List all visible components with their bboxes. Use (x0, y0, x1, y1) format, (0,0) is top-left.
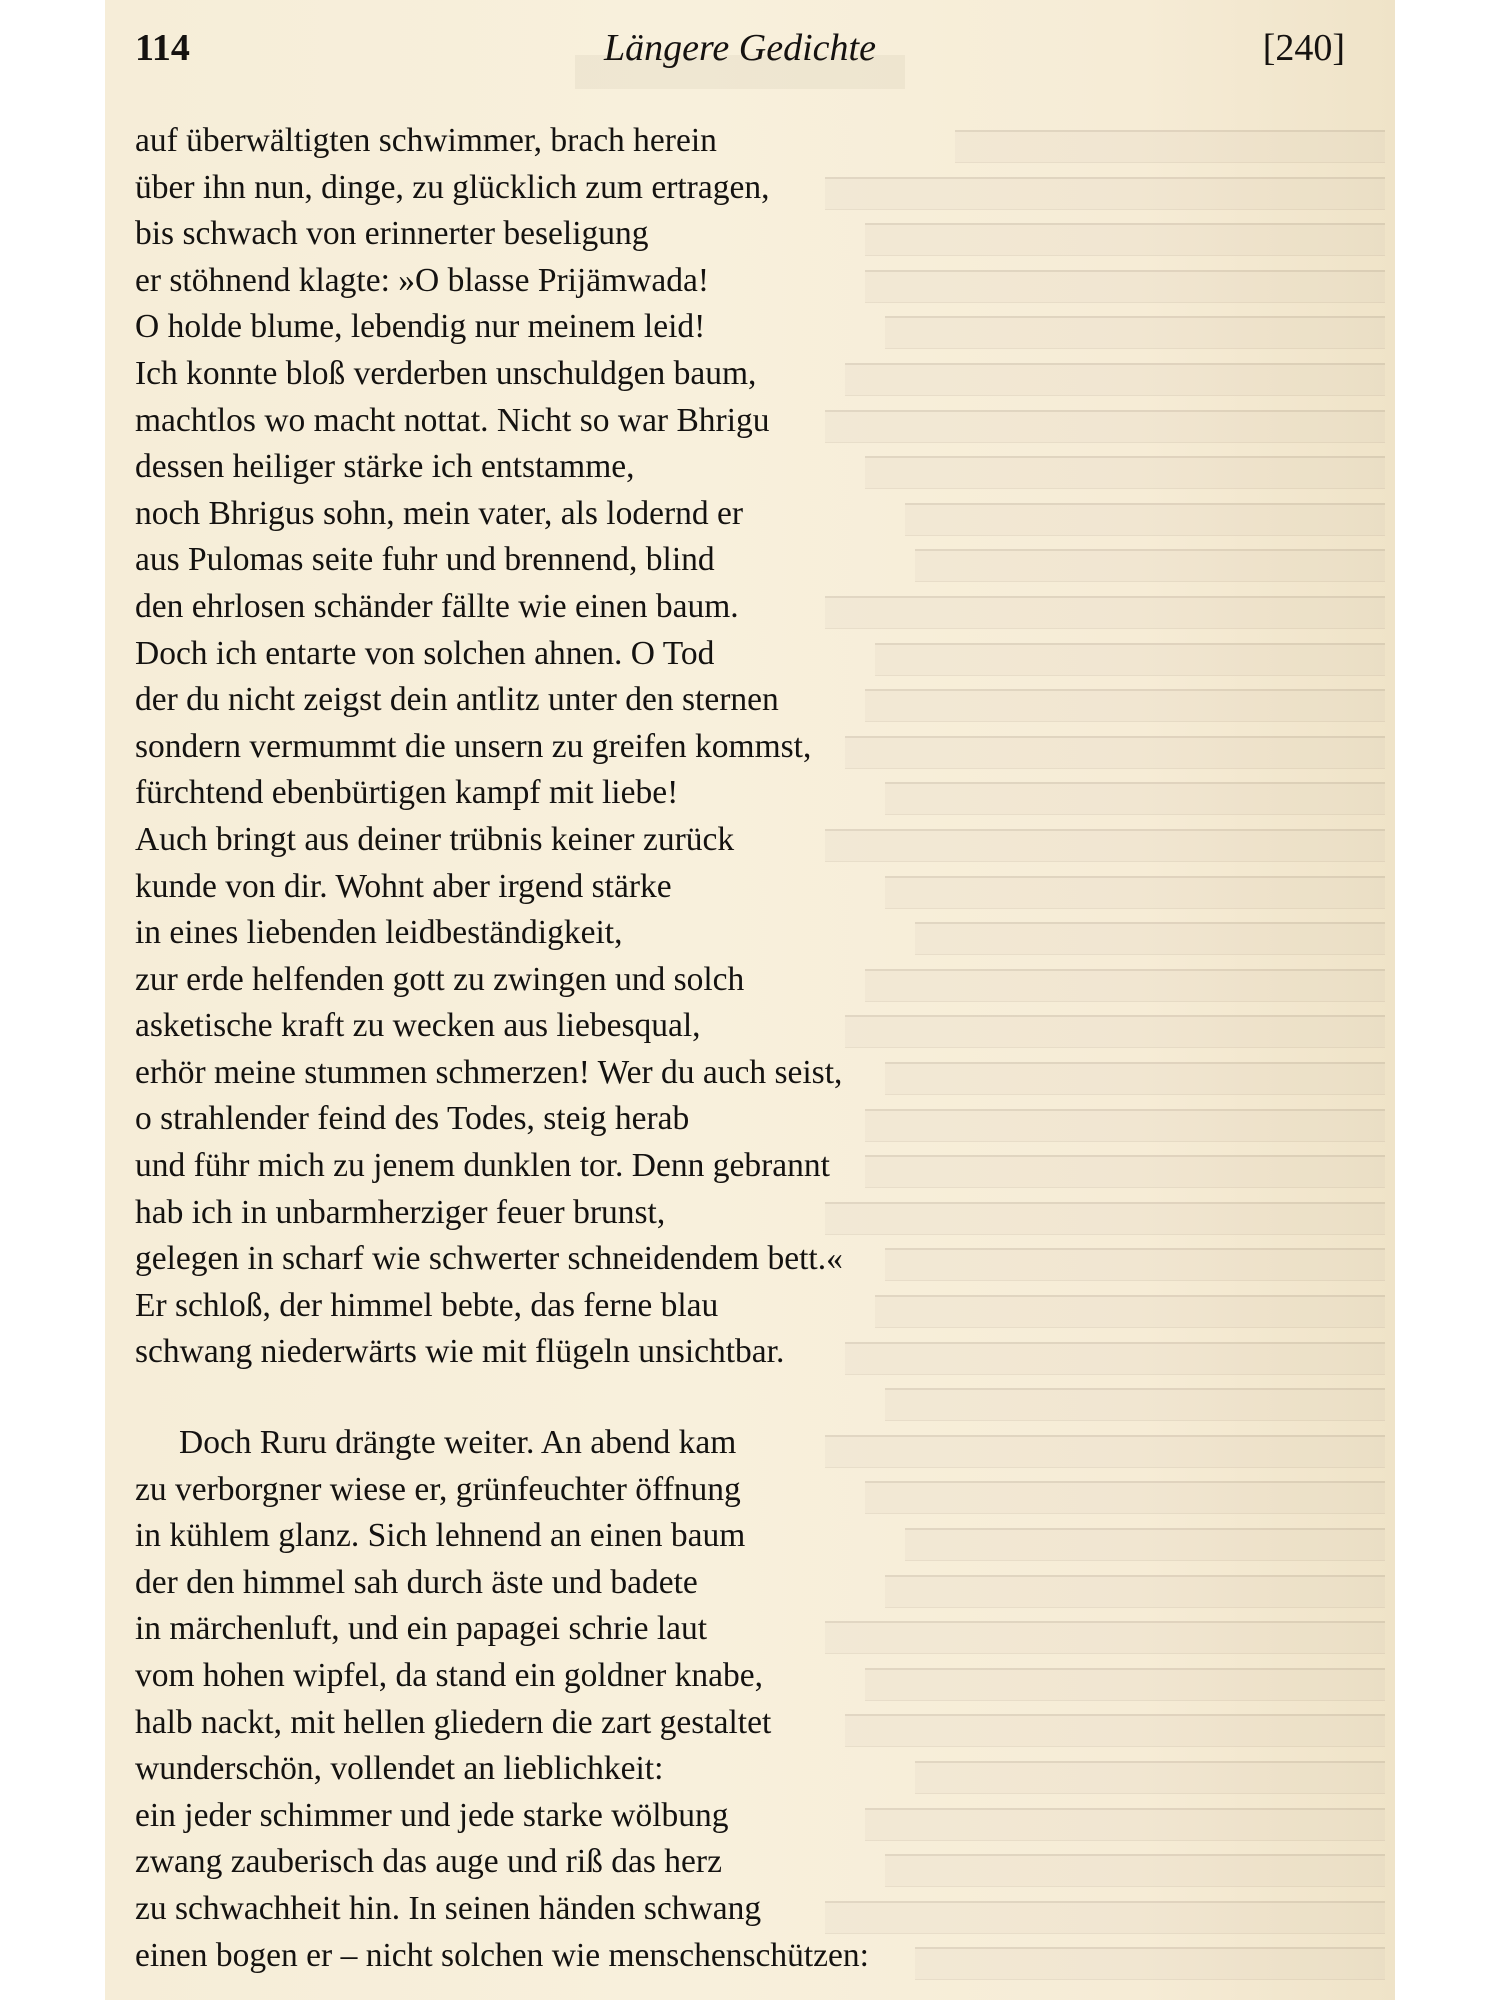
poem-line: zur erde helfenden gott zu zwingen und solch (135, 960, 745, 998)
poem-line: und führ mich zu jenem dunklen tor. Denn gebrannt (135, 1147, 830, 1185)
poem-line: fürchtend ebenbürtigen kampf mit liebe! (135, 774, 679, 812)
poem-line: der den himmel sah durch äste und badete (135, 1563, 698, 1601)
poem-line: der du nicht zeigst dein antlitz unter den sternen (135, 681, 779, 719)
poem-line: Doch Ruru drängte weiter. An abend kam (179, 1424, 737, 1462)
poem-line: zwang zauberisch das auge und riß das herz (135, 1843, 722, 1881)
poem-line: machtlos wo macht nottat. Nicht so war Bhrigu (135, 401, 770, 439)
poem-line: dessen heiliger stärke ich entstamme, (135, 448, 635, 486)
poem-line: auf überwältigten schwimmer, brach herein (135, 122, 717, 159)
poem-line: den ehrlosen schänder fällte wie einen baum. (135, 587, 739, 625)
poem-line: schwang niederwärts wie mit flügeln unsichtbar. (135, 1333, 785, 1371)
poem-line: gelegen in scharf wie schwerter schneidendem bett.« (135, 1240, 843, 1278)
poem-line: Doch ich entarte von solchen ahnen. O Tod (135, 634, 715, 672)
poem-line: noch Bhrigus sohn, mein vater, als lodernd er (135, 494, 744, 532)
page-header (135, 26, 1345, 76)
poem-line: einen bogen er – nicht solchen wie menschenschützen: (135, 1936, 869, 1974)
poem-line: vom hohen wipfel, da stand ein goldner knabe, (135, 1657, 763, 1694)
poem-line: zu schwachheit hin. In seinen händen schwang (135, 1889, 762, 1927)
poem-line: O holde blume, lebendig nur meinem leid! (135, 308, 706, 346)
poem-line: Auch bringt aus deiner trübnis keiner zurück (135, 820, 735, 858)
page-number: 114 (135, 27, 190, 69)
poem-line: halb nackt, mit hellen gliedern die zart gestaltet (135, 1703, 772, 1741)
poem-line: hab ich in unbarmherziger feuer brunst, (135, 1193, 666, 1231)
poem-line: in eines liebenden leidbeständigkeit, (135, 914, 623, 952)
poem-line: Ich konnte bloß verderben unschuldgen baum, (135, 354, 757, 392)
stanza (135, 1420, 1335, 1979)
poem-line: bis schwach von erinnerter beseligung (135, 215, 649, 253)
verse-number: [240] (1262, 27, 1345, 69)
scanned-page (105, 0, 1395, 2000)
poem-line: ein jeder schimmer und jede starke wölbung (135, 1796, 729, 1834)
poem-line: er stöhnend klagte: »O blasse Prijämwada! (135, 261, 709, 299)
poem-line: aus Pulomas seite fuhr und brennend, blind (135, 541, 715, 579)
poem-line: sondern vermummt die unsern zu greifen kommst, (135, 727, 812, 765)
poem-text (135, 118, 1335, 1979)
poem-line: erhör meine stummen schmerzen! Wer du auch seist, (135, 1053, 843, 1091)
poem-line: wunderschön, vollendet an lieblichkeit: (135, 1750, 664, 1788)
poem-line: in kühlem glanz. Sich lehnend an einen baum (135, 1517, 746, 1555)
poem-line: in märchenluft, und ein papagei schrie laut (135, 1610, 708, 1648)
poem-line: o strahlender feind des Todes, steig herab (135, 1100, 690, 1138)
running-title: Längere Gedichte (604, 27, 876, 69)
poem-line: kunde von dir. Wohnt aber irgend stärke (135, 867, 672, 905)
poem-line: Er schloß, der himmel bebte, das ferne blau (135, 1286, 719, 1324)
poem-line: asketische kraft zu wecken aus liebesqual, (135, 1007, 701, 1045)
poem-line: über ihn nun, dinge, zu glücklich zum ertragen, (135, 168, 770, 206)
stanza (135, 118, 1335, 1376)
poem-line: zu verborgner wiese er, grünfeuchter öffnung (135, 1470, 741, 1508)
